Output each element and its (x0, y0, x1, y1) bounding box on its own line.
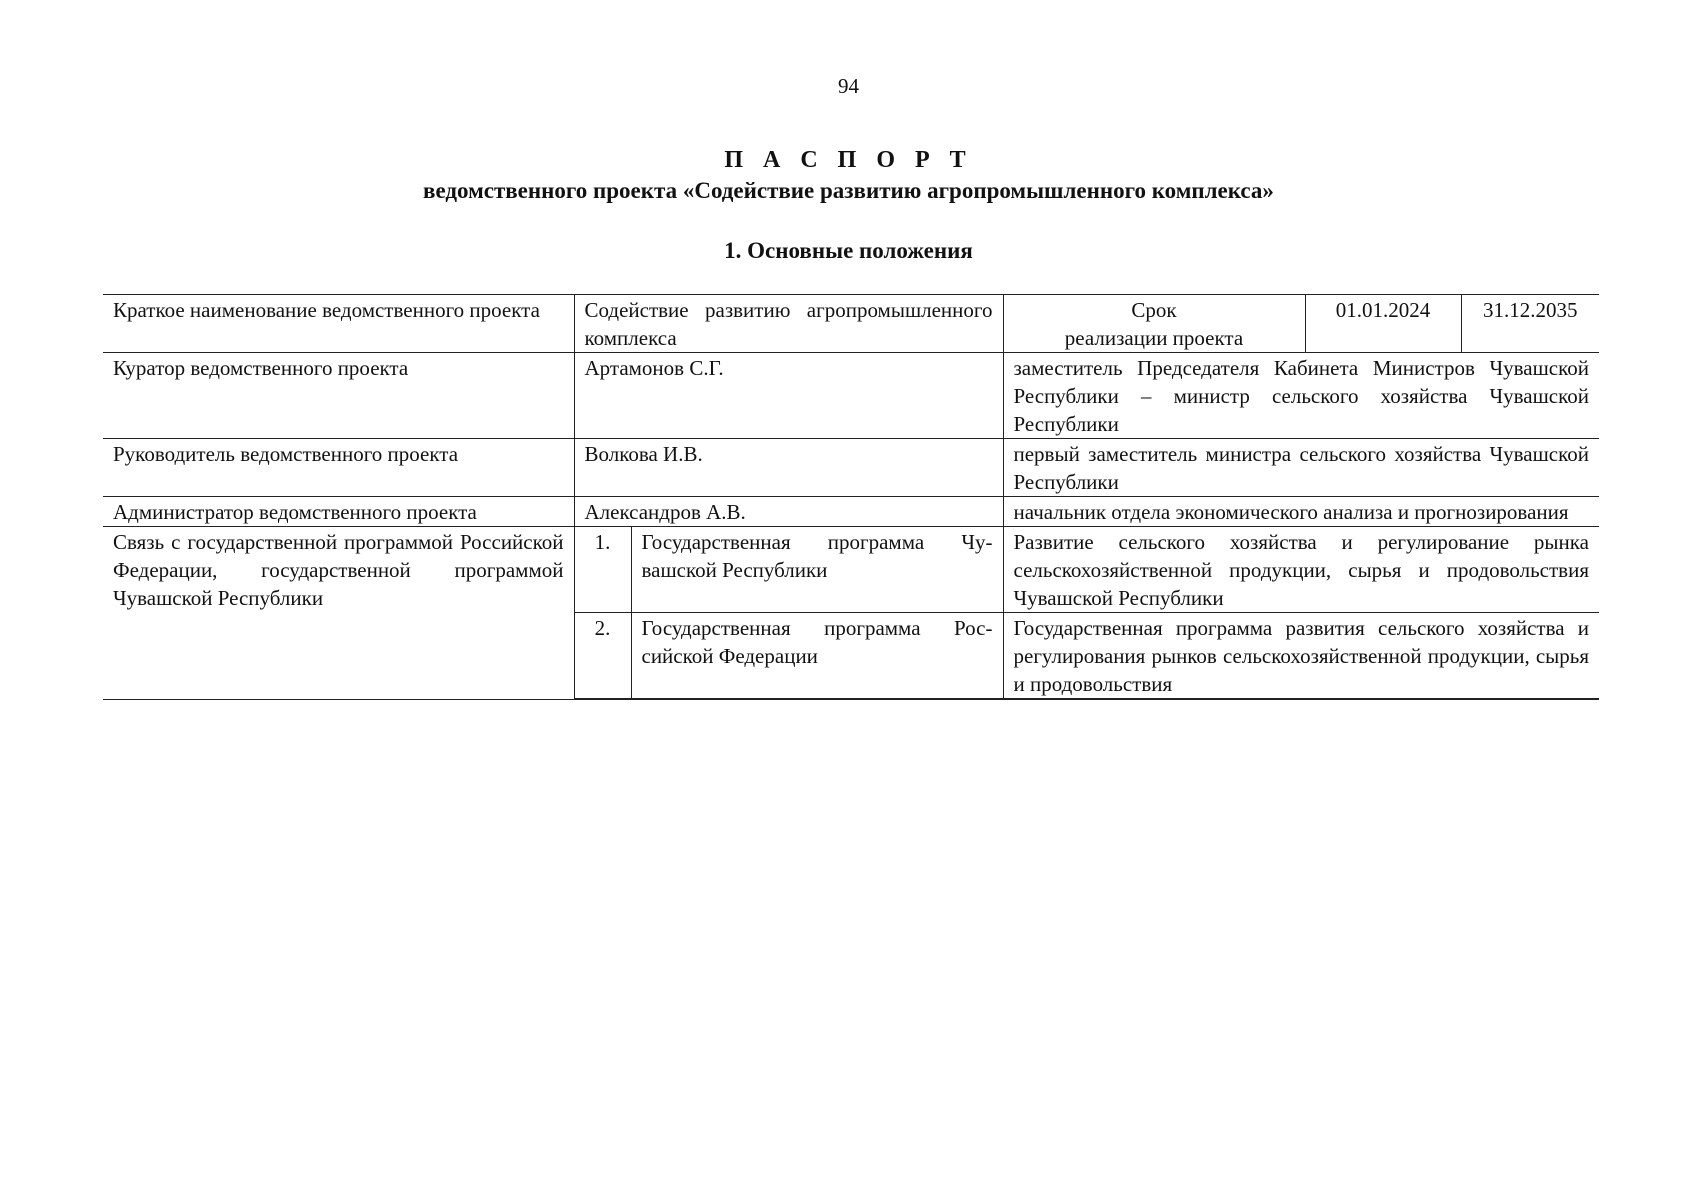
section-heading: 1. Основные положения (724, 238, 973, 263)
term-label-line1: Срок (1131, 298, 1177, 322)
head-label: Руководитель ведомственного проекта (103, 439, 574, 497)
table-row (103, 439, 1599, 497)
table-row (103, 527, 1599, 613)
table-row (103, 497, 1599, 527)
short-name-value: Содействие развитию агропромышленного комплекса (574, 295, 1003, 353)
main-provisions-table (103, 294, 1599, 700)
program-name: Государственная программа развития сельского хозяйства и регулирования рынков сельскохозяйственной продукции, сырья и продовольствия (1003, 613, 1599, 700)
program-number: 1. (574, 527, 631, 613)
table-row (103, 353, 1599, 439)
head-position: первый заместитель министра сельского хозяйства Чувашской Республики (1003, 439, 1599, 497)
program-name: Развитие сельского хозяйства и регулирование рынка сельскохозяйственной продукции, сырья и продовольствия Чувашской Республики (1003, 527, 1599, 613)
page-number: 94 (838, 74, 859, 98)
curator-label: Куратор ведомственного проекта (103, 353, 574, 439)
admin-label: Администратор ведомственного проекта (103, 497, 574, 527)
curator-position: заместитель Председателя Кабинета Министров Чувашской Республики – министр сельского хозяйства Чувашской Республики (1003, 353, 1599, 439)
term-label (1003, 295, 1305, 353)
program-type: Государственная программа Чувашской Республики (631, 527, 1003, 613)
admin-position: начальник отдела экономического анализа и прогнозирования (1003, 497, 1599, 527)
curator-name: Артамонов С.Г. (574, 353, 1003, 439)
passport-title: П А С П О Р Т (724, 147, 973, 173)
program-type: Государственная программа Российской Федерации (631, 613, 1003, 700)
passport-subtitle: ведомственного проекта «Содействие развитию агропромышленного комплекса» (423, 178, 1274, 203)
program-number: 2. (574, 613, 631, 700)
short-name-label: Краткое наименование ведомственного проекта (103, 295, 574, 353)
term-label-line2: реализации проекта (1064, 326, 1244, 350)
end-date: 31.12.2035 (1461, 295, 1599, 353)
start-date: 01.01.2024 (1305, 295, 1461, 353)
head-name: Волкова И.В. (574, 439, 1003, 497)
link-label: Связь с государственной программой Российской Федерации, государственной программой Чувашской Республики (103, 527, 574, 700)
table-row (103, 295, 1599, 353)
admin-name: Александров А.В. (574, 497, 1003, 527)
